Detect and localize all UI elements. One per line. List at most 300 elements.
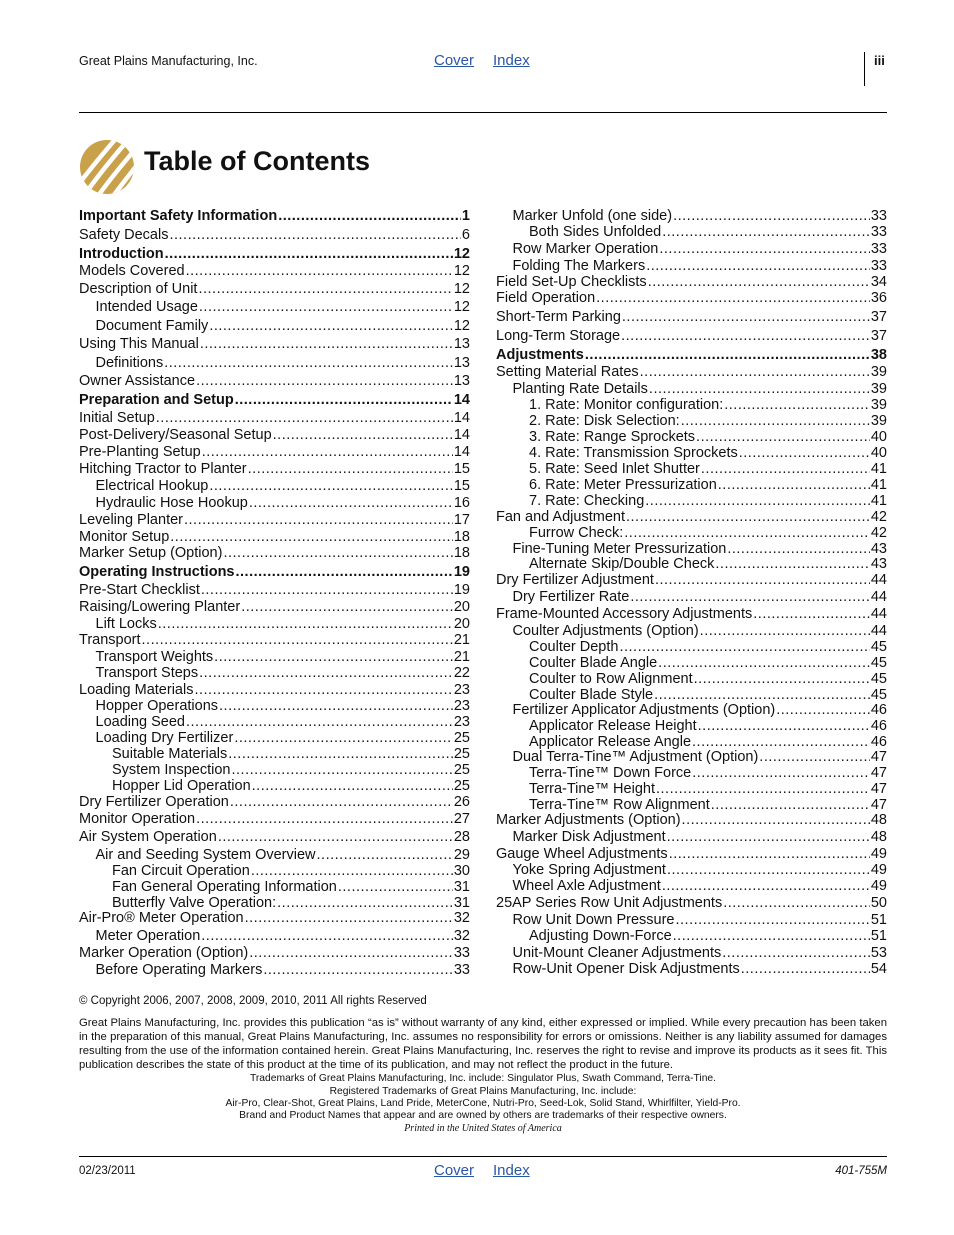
toc-entry-page: 39 (870, 397, 887, 413)
toc-leader-dots (722, 945, 870, 962)
toc-entry[interactable] (529, 655, 887, 672)
toc-entry-label: 7. Rate: Checking (529, 493, 645, 509)
toc-leader-dots (223, 545, 452, 562)
toc-entry[interactable] (496, 812, 887, 829)
toc-entry-label: Hitching Tractor to Planter (79, 461, 247, 477)
toc-entry[interactable] (79, 444, 470, 461)
toc-entry[interactable] (513, 241, 888, 258)
toc-entry-label: Wheel Axle Adjustment (512, 878, 661, 894)
toc-entry-page: 37 (870, 328, 887, 344)
toc-leader-dots (249, 495, 453, 512)
toc-entry-page: 48 (870, 812, 887, 828)
toc-leader-dots (656, 781, 870, 798)
toc-leader-dots (662, 224, 870, 241)
toc-entry[interactable] (96, 299, 471, 316)
toc-entry[interactable] (79, 682, 470, 699)
toc-entry-label: Adjustments (496, 347, 584, 363)
toc-entry-label: Row Marker Operation (512, 241, 659, 257)
toc-entry-label: Raising/Lowering Planter (79, 599, 241, 615)
toc-entry-page: 48 (870, 829, 887, 845)
toc-entry[interactable] (79, 410, 470, 427)
toc-leader-dots (196, 373, 453, 390)
toc-entry-page: 21 (453, 649, 470, 665)
toc-entry[interactable] (529, 671, 887, 688)
toc-entry-page: 22 (453, 665, 470, 681)
disclaimer-text: Great Plains Manufacturing, Inc. provides this publication “as is” without warranty of any kind, either expressed or implied. While every precaution has been taken in the preparation of this manual, Great Plains Manufacturing, Inc. assumes no responsibility for errors or omissions. Neither is any liability assumed for damages resulting from the use of the information contained herein. Great Plains Manufacturing, Inc. reserves the right to revise and improve its products as it sees fit. This publication describes the state of this product at the time of its publication, and may not reflect the product in the future. (79, 1017, 887, 1071)
toc-leader-dots (681, 413, 870, 430)
toc-entry[interactable] (79, 599, 470, 616)
toc-entry-page: 49 (870, 878, 887, 894)
toc-leader-dots (186, 263, 453, 280)
toc-entry[interactable] (112, 778, 470, 795)
toc-leader-dots (741, 961, 870, 978)
toc-entry-label: Terra-Tine™ Height (529, 781, 655, 797)
toc-entry-label: Models Covered (79, 263, 185, 279)
toc-entry-label: Pre-Start Checklist (79, 582, 200, 598)
toc-entry-page: 32 (453, 928, 470, 944)
toc-entry-page: 31 (453, 895, 470, 911)
toc-entry[interactable] (513, 862, 888, 879)
toc-entry-label: Terra-Tine™ Row Alignment (529, 797, 710, 813)
toc-entry-page: 26 (453, 794, 470, 810)
toc-leader-dots (622, 309, 870, 326)
toc-entry[interactable] (96, 616, 471, 633)
toc-leader-dots (585, 347, 870, 364)
toc-leader-dots (198, 281, 452, 298)
toc-entry-label: Butterfly Valve Operation: (112, 895, 277, 911)
toc-entry-label: Fan Circuit Operation (112, 863, 250, 879)
toc-leader-dots (596, 290, 870, 307)
toc-leader-dots (317, 847, 453, 864)
toc-leader-dots (235, 392, 453, 409)
printed-notice: Printed in the United States of America (404, 1123, 562, 1134)
toc-entry[interactable] (496, 895, 887, 912)
toc-leader-dots (156, 410, 453, 427)
toc-entry-page: 41 (870, 493, 887, 509)
toc-entry-page: 45 (870, 639, 887, 655)
toc-entry-label: Lift Locks (95, 616, 157, 632)
toc-entry[interactable] (513, 749, 888, 766)
toc-entry-label: Pre-Planting Setup (79, 444, 201, 460)
toc-leader-dots (658, 655, 870, 672)
toc-entry[interactable] (529, 525, 887, 542)
toc-entry-page: 38 (870, 347, 887, 363)
toc-entry[interactable] (529, 445, 887, 462)
toc-entry-page: 14 (453, 427, 470, 443)
toc-entry[interactable] (96, 698, 471, 715)
toc-entry[interactable] (79, 461, 470, 478)
toc-leader-dots (624, 525, 870, 542)
toc-leader-dots (196, 811, 453, 828)
toc-entry[interactable] (513, 961, 888, 978)
doc-number: 401-755M (835, 1165, 887, 1177)
toc-entry[interactable] (79, 529, 470, 546)
toc-entry[interactable] (496, 572, 887, 589)
toc-entry[interactable] (79, 794, 470, 811)
toc-entry[interactable] (513, 829, 888, 846)
toc-leader-dots (194, 682, 452, 699)
toc-entry-label: 2. Rate: Disk Selection: (529, 413, 680, 429)
toc-entry-page: 33 (870, 241, 887, 257)
page-number: iii (874, 53, 885, 68)
toc-entry[interactable] (496, 274, 887, 291)
toc-entry[interactable] (529, 429, 887, 446)
toc-entry[interactable] (513, 912, 888, 929)
toc-leader-dots (209, 478, 453, 495)
toc-leader-dots (278, 208, 461, 225)
toc-leader-dots (169, 227, 460, 244)
toc-entry[interactable] (513, 702, 888, 719)
toc-entry-page: 43 (870, 541, 887, 557)
toc-entry[interactable] (79, 829, 470, 846)
toc-leader-dots (228, 746, 453, 763)
toc-entry-label: Suitable Materials (112, 746, 228, 762)
toc-entry[interactable] (112, 746, 470, 763)
toc-entry-page: 31 (453, 879, 470, 895)
toc-entry[interactable] (96, 478, 471, 495)
toc-entry[interactable] (529, 928, 887, 945)
toc-leader-dots (659, 241, 870, 258)
page-title: Table of Contents (144, 146, 370, 176)
toc-entry-page: 20 (453, 599, 470, 615)
toc-entry-page: 29 (453, 847, 470, 863)
toc-entry-label: Important Safety Information (79, 208, 278, 224)
toc-entry-label: Setting Material Rates (496, 364, 639, 380)
toc-entry-page: 23 (453, 714, 470, 730)
toc-leader-dots (667, 829, 870, 846)
toc-entry-label: Coulter Adjustments (Option) (512, 623, 699, 639)
toc-entry-label: Transport (79, 632, 141, 648)
toc-entry-label: Unit-Mount Cleaner Adjustments (512, 945, 722, 961)
toc-entry[interactable] (79, 246, 470, 263)
toc-entry-page: 16 (453, 495, 470, 511)
toc-entry[interactable] (529, 224, 887, 241)
trademarks-line-2: Registered Trademarks of Great Plains Manufacturing, Inc. include: (329, 1086, 637, 1097)
toc-leader-dots (209, 318, 453, 335)
toc-leader-dots (662, 878, 870, 895)
toc-leader-dots (759, 749, 870, 766)
toc-entry-page: 32 (453, 910, 470, 926)
toc-entry[interactable] (79, 392, 470, 409)
toc-leader-dots (241, 599, 453, 616)
toc-entry-page: 19 (453, 582, 470, 598)
toc-entry[interactable] (496, 606, 887, 623)
toc-entry[interactable] (513, 258, 888, 275)
toc-entry[interactable] (79, 227, 470, 244)
toc-entry-page: 49 (870, 862, 887, 878)
toc-entry[interactable] (96, 649, 471, 666)
toc-leader-dots (273, 427, 453, 444)
toc-entry[interactable] (96, 318, 471, 335)
toc-entry-label: Introduction (79, 246, 164, 262)
company-name: Great Plains Manufacturing, Inc. (79, 54, 258, 68)
toc-entry-label: Fertilizer Applicator Adjustments (Option) (512, 702, 776, 718)
toc-entry-label: Long-Term Storage (496, 328, 621, 344)
toc-entry-label: Marker Operation (Option) (79, 945, 249, 961)
toc-entry[interactable] (96, 847, 471, 864)
toc-leader-dots (218, 829, 453, 846)
toc-entry-label: Dry Fertilizer Adjustment (496, 572, 654, 588)
toc-leader-dots (724, 397, 870, 414)
toc-entry-label: Alternate Skip/Double Check (529, 556, 715, 572)
toc-leader-dots (338, 879, 453, 896)
toc-entry-page: 13 (453, 355, 470, 371)
toc-entry[interactable] (112, 863, 470, 880)
toc-entry-page: 12 (453, 263, 470, 279)
toc-leader-dots (199, 299, 453, 316)
toc-entry[interactable] (529, 765, 887, 782)
toc-leader-dots (698, 718, 870, 735)
toc-leader-dots (648, 274, 870, 291)
toc-entry[interactable] (496, 364, 887, 381)
toc-entry-page: 40 (870, 445, 887, 461)
toc-entry-label: Marker Disk Adjustment (512, 829, 666, 845)
toc-entry-label: Coulter Depth (529, 639, 619, 655)
toc-leader-dots (621, 328, 870, 345)
toc-entry-page: 33 (453, 962, 470, 978)
toc-entry-page: 45 (870, 687, 887, 703)
toc-entry-page: 12 (453, 318, 470, 334)
toc-entry-page: 46 (870, 734, 887, 750)
toc-entry[interactable] (529, 639, 887, 656)
header-divider (864, 52, 865, 86)
toc-entry-label: Electrical Hookup (95, 478, 209, 494)
toc-entry[interactable] (79, 512, 470, 529)
toc-entry[interactable] (112, 762, 470, 779)
toc-entry[interactable] (79, 582, 470, 599)
toc-leader-dots (718, 477, 870, 494)
toc-entry-page: 36 (870, 290, 887, 306)
toc-entry[interactable] (79, 632, 470, 649)
toc-entry-label: Preparation and Setup (79, 392, 234, 408)
toc-entry-label: Adjusting Down-Force (529, 928, 672, 944)
toc-entry-page: 25 (453, 746, 470, 762)
logo-icon (79, 139, 135, 195)
toc-entry-label: Transport Steps (95, 665, 199, 681)
toc-entry-page: 47 (870, 749, 887, 765)
toc-entry[interactable] (496, 509, 887, 526)
toc-leader-dots (248, 461, 453, 478)
toc-entry-page: 18 (453, 529, 470, 545)
toc-entry-page: 20 (453, 616, 470, 632)
toc-entry-label: Row-Unit Opener Disk Adjustments (512, 961, 740, 977)
toc-entry-page: 46 (870, 718, 887, 734)
toc-leader-dots (165, 246, 453, 263)
toc-entry[interactable] (79, 208, 470, 225)
toc-entry-label: Applicator Release Height (529, 718, 697, 734)
toc-entry[interactable] (79, 281, 470, 298)
toc-entry-page: 49 (870, 846, 887, 862)
toc-entry-label: Air System Operation (79, 829, 217, 845)
toc-entry[interactable] (529, 397, 887, 414)
toc-entry[interactable] (513, 945, 888, 962)
toc-entry[interactable] (513, 208, 888, 225)
toc-entry-label: Leveling Planter (79, 512, 183, 528)
toc-leader-dots (158, 616, 453, 633)
toc-entry-label: Operating Instructions (79, 564, 235, 580)
toc-entry[interactable] (96, 495, 471, 512)
toc-entry-label: Terra-Tine™ Down Force (529, 765, 692, 781)
toc-leader-dots (201, 928, 453, 945)
toc-entry-page: 23 (453, 682, 470, 698)
toc-entry-label: Fan General Operating Information (112, 879, 337, 895)
toc-entry[interactable] (496, 309, 887, 326)
toc-entry-page: 44 (870, 623, 887, 639)
toc-entry[interactable] (79, 336, 470, 353)
toc-entry-label: Both Sides Unfolded (529, 224, 662, 240)
toc-entry-label: Coulter Blade Angle (529, 655, 658, 671)
toc-leader-dots (626, 509, 870, 526)
toc-entry-page: 19 (453, 564, 470, 580)
toc-entry-page: 14 (453, 444, 470, 460)
toc-entry-label: Document Family (95, 318, 209, 334)
toc-leader-dots (655, 572, 870, 589)
toc-entry-label: 3. Rate: Range Sprockets (529, 429, 696, 445)
toc-entry[interactable] (496, 347, 887, 364)
toc-entry-label: Initial Setup (79, 410, 155, 426)
toc-entry-page: 44 (870, 606, 887, 622)
toc-entry-page: 25 (453, 778, 470, 794)
toc-entry-page: 33 (453, 945, 470, 961)
toc-entry-page: 45 (870, 655, 887, 671)
toc-entry-label: 25AP Series Row Unit Adjustments (496, 895, 723, 911)
toc-entry[interactable] (79, 811, 470, 828)
toc-leader-dots (199, 665, 453, 682)
toc-entry[interactable] (96, 730, 471, 747)
footer-date: 02/23/2011 (79, 1165, 136, 1177)
toc-entry-label: Coulter Blade Style (529, 687, 654, 703)
toc-entry-label: Owner Assistance (79, 373, 196, 389)
toc-entry-label: Yoke Spring Adjustment (512, 862, 666, 878)
toc-entry[interactable] (96, 714, 471, 731)
toc-entry-page: 27 (453, 811, 470, 827)
toc-leader-dots (649, 381, 870, 398)
toc-leader-dots (669, 846, 870, 863)
toc-entry-page: 39 (870, 364, 887, 380)
toc-entry-label: Using This Manual (79, 336, 199, 352)
toc-leader-dots (753, 606, 870, 623)
toc-leader-dots (170, 529, 453, 546)
toc-entry-page: 28 (453, 829, 470, 845)
toc-entry[interactable] (496, 846, 887, 863)
toc-entry-page: 1 (461, 208, 470, 224)
toc-entry[interactable] (513, 381, 888, 398)
toc-leader-dots (164, 355, 453, 372)
toc-entry[interactable] (496, 290, 887, 307)
toc-entry-label: Fan and Adjustment (496, 509, 625, 525)
toc-entry-page: 44 (870, 589, 887, 605)
toc-entry-page: 47 (870, 797, 887, 813)
toc-entry[interactable] (79, 263, 470, 280)
toc-entry-label: 5. Rate: Seed Inlet Shutter (529, 461, 700, 477)
toc-leader-dots (682, 812, 870, 829)
toc-leader-dots (252, 778, 453, 795)
toc-leader-dots (694, 671, 870, 688)
toc-entry-label: Air and Seeding System Overview (95, 847, 316, 863)
cover-link[interactable]: Cover (434, 52, 475, 69)
toc-entry-label: Fine-Tuning Meter Pressurization (512, 541, 727, 557)
footer-rule (79, 1156, 887, 1157)
toc-leader-dots (646, 258, 870, 275)
toc-entry-label: 4. Rate: Transmission Sprockets (529, 445, 738, 461)
toc-leader-dots (701, 461, 870, 478)
toc-entry[interactable] (529, 493, 887, 510)
toc-entry-label: Safety Decals (79, 227, 169, 243)
toc-entry-label: Marker Setup (Option) (79, 545, 223, 561)
toc-entry[interactable] (96, 928, 471, 945)
toc-entry-label: Monitor Operation (79, 811, 196, 827)
toc-entry[interactable] (513, 589, 888, 606)
toc-leader-dots (673, 928, 870, 945)
toc-entry-page: 13 (453, 336, 470, 352)
toc-leader-dots (186, 714, 453, 731)
toc-entry-label: Coulter to Row Alignment (529, 671, 693, 687)
toc-entry-label: Hopper Lid Operation (112, 778, 251, 794)
toc-entry[interactable] (112, 879, 470, 896)
toc-entry-label: Marker Adjustments (Option) (496, 812, 681, 828)
toc-entry[interactable] (496, 328, 887, 345)
toc-entry-label: Marker Unfold (one side) (512, 208, 673, 224)
toc-entry[interactable] (529, 461, 887, 478)
toc-entry-page: 43 (870, 556, 887, 572)
toc-entry[interactable] (96, 355, 471, 372)
toc-entry-label: Short-Term Parking (496, 309, 621, 325)
toc-entry-page: 25 (453, 730, 470, 746)
toc-entry-page: 41 (870, 461, 887, 477)
toc-entry[interactable] (79, 545, 470, 562)
toc-entry[interactable] (529, 718, 887, 735)
toc-leader-dots (184, 512, 453, 529)
toc-entry-page: 40 (870, 429, 887, 445)
footer-cover-link[interactable]: Cover (434, 1162, 475, 1179)
toc-entry[interactable] (513, 623, 888, 640)
toc-leader-dots (249, 945, 453, 962)
toc-entry[interactable] (96, 665, 471, 682)
toc-entry[interactable] (79, 945, 470, 962)
toc-entry[interactable] (529, 781, 887, 798)
toc-leader-dots (700, 623, 870, 640)
toc-entry[interactable] (79, 564, 470, 581)
toc-entry[interactable] (79, 910, 470, 927)
toc-entry[interactable] (79, 373, 470, 390)
toc-entry-label: Field Operation (496, 290, 596, 306)
toc-entry[interactable] (79, 427, 470, 444)
toc-entry-label: Meter Operation (95, 928, 201, 944)
toc-entry[interactable] (529, 413, 887, 430)
toc-leader-dots (667, 862, 870, 879)
toc-entry-label: Before Operating Markers (95, 962, 263, 978)
toc-entry[interactable] (529, 477, 887, 494)
toc-entry-label: Hydraulic Hose Hookup (95, 495, 248, 511)
toc-entry-page: 39 (870, 413, 887, 429)
toc-entry-page: 37 (870, 309, 887, 325)
toc-entry-label: 1. Rate: Monitor configuration: (529, 397, 724, 413)
toc-entry[interactable] (513, 878, 888, 895)
toc-entry[interactable] (96, 962, 471, 979)
toc-entry-label: Dry Fertilizer Rate (512, 589, 630, 605)
toc-entry[interactable] (529, 556, 887, 573)
toc-entry-page: 53 (870, 945, 887, 961)
trademarks-line-1: Trademarks of Great Plains Manufacturing, Inc. include: Singulator Plus, Swath Command, Terra-Tine. (249, 1073, 717, 1084)
toc-entry-page: 34 (870, 274, 887, 290)
index-link[interactable]: Index (493, 52, 530, 69)
toc-leader-dots (640, 364, 870, 381)
footer-index-link[interactable]: Index (493, 1162, 530, 1179)
toc-leader-dots (776, 702, 870, 719)
toc-entry-label: Air-Pro® Meter Operation (79, 910, 244, 926)
toc-entry-page: 41 (870, 477, 887, 493)
toc-entry-page: 15 (453, 478, 470, 494)
